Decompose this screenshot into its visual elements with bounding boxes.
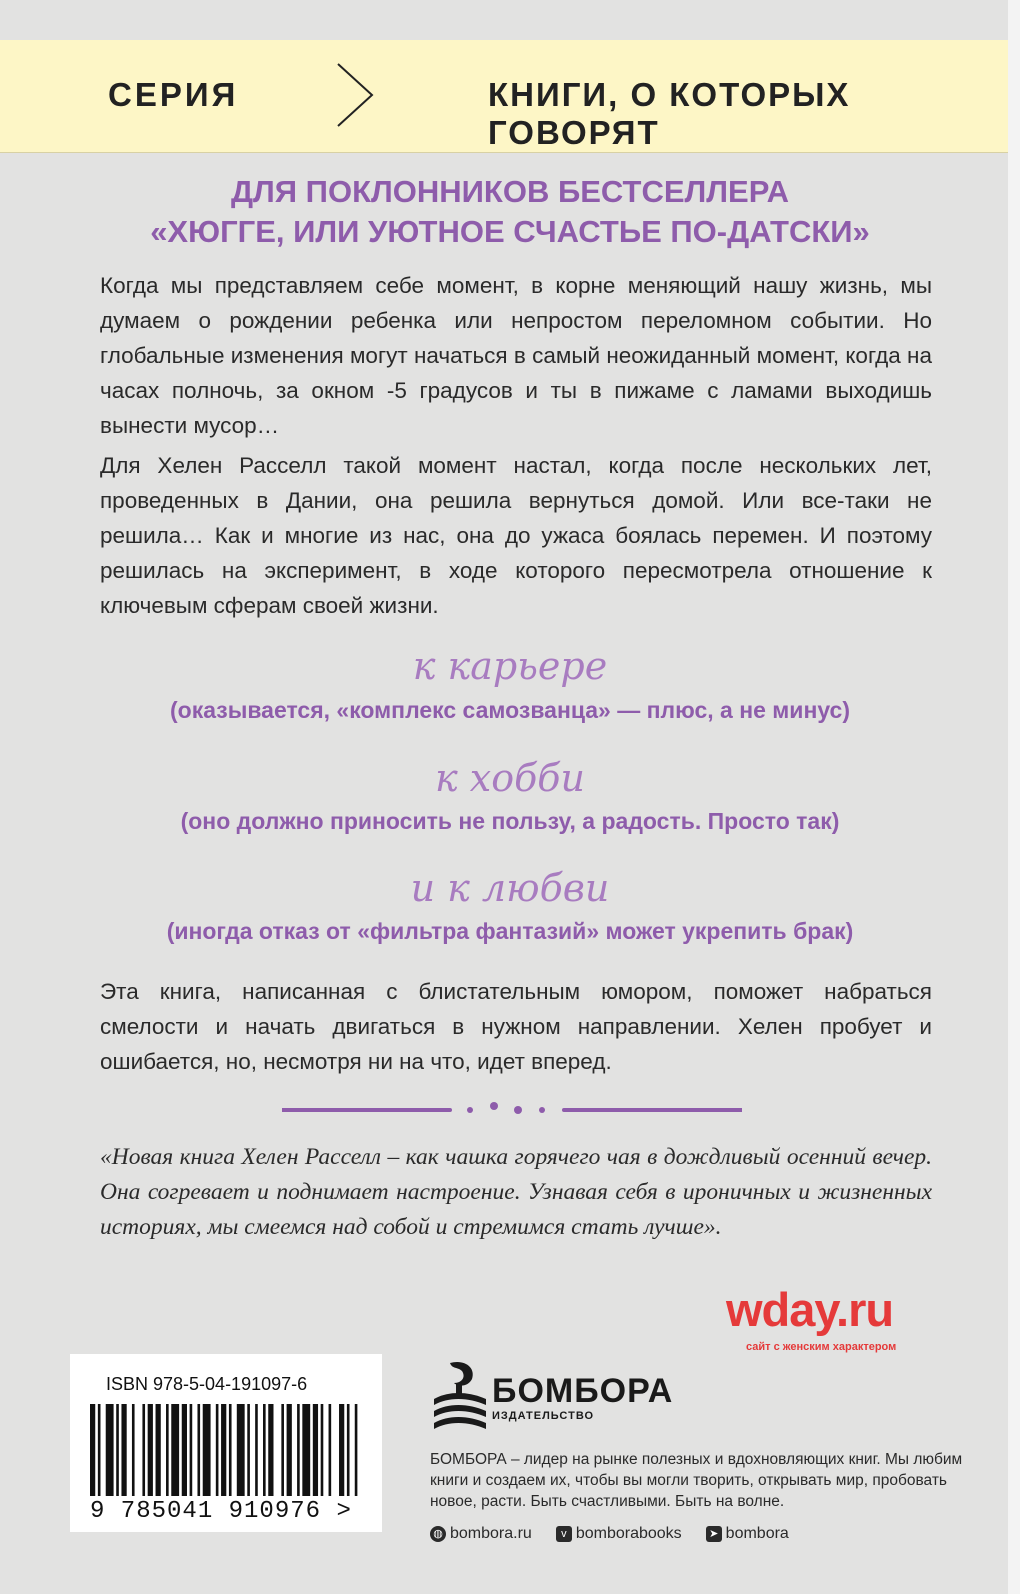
telegram-icon: ➤ [706, 1526, 722, 1542]
sphere-title-hobby: к хобби [435, 756, 585, 800]
social-link-site[interactable]: bombora.ru [450, 1525, 532, 1542]
review-quote: «Новая книга Хелен Расселл – как чашка горячего чая в дождливый осенний вечер. Она согревает и поднимает настроение. Узнавая себя в ироничных и жизненных историях, мы смеемся над собой и стремимся стать лучше». [100, 1144, 932, 1240]
series-name: КНИГИ, О КОТОРЫХ ГОВОРЯТ [488, 76, 851, 151]
social-links [430, 1525, 813, 1543]
barcode [90, 1404, 360, 1496]
ornament-divider [282, 1098, 742, 1122]
paragraph-1: Когда мы представляем себе момент, в корне меняющий нашу жизнь, мы думаем о рождении ребенка или непростом переломном событии. Но глобальные изменения могут начаться в самый неожиданный момент, когда на часах полночь, за окном -5 градусов и ты в пижаме с ламами выходишь вынести мусор… [100, 273, 932, 438]
page-edge [1008, 0, 1020, 1594]
headline-line-1: ДЛЯ ПОКЛОННИКОВ БЕСТСЕЛЛЕРА [230, 174, 790, 209]
isbn-barcode-box [70, 1354, 382, 1532]
publisher-description: БОМБОРА – лидер на рынке полезных и вдохновляющих книг. Мы любим книги и создаем их, чтобы вы могли творить, открывать мир, пробовать новое, расти. Быть счастливыми. Быть на волне. [430, 1451, 963, 1510]
series-banner [0, 40, 1020, 153]
sphere-title-love: и к любви [410, 866, 610, 910]
wday-logo: wday.ru [726, 1283, 894, 1336]
sphere-note-hobby: (оно должно приносить не пользу, а радость. Просто так) [180, 808, 840, 834]
bombora-logo-icon [428, 1357, 498, 1437]
publisher-subtitle: ИЗДАТЕЛЬСТВО [492, 1410, 595, 1422]
closing-paragraph: Эта книга, написанная с блистательным юмором, поможет набраться смелости и начать двигаться в нужном направлении. Хелен пробует и ошибается, но, несмотря ни на что, идет вперед. [100, 979, 932, 1074]
isbn-digits: 9 785041 910976 > [90, 1498, 352, 1525]
chevron-right-icon [330, 60, 380, 130]
social-link-telegram[interactable]: bombora [725, 1525, 789, 1542]
wday-tagline: сайт с женским характером [746, 1341, 897, 1353]
headline-line-2: «ХЮГГЕ, ИЛИ УЮТНОЕ СЧАСТЬЕ ПО-ДАТСКИ» [150, 214, 870, 249]
social-link-vk[interactable]: bomborabooks [575, 1525, 682, 1542]
series-label: СЕРИЯ [108, 76, 239, 113]
paragraph-2: Для Хелен Расселл такой момент настал, когда после нескольких лет, проведенных в Дании, она решила вернуться домой. Или все-таки не решила… Как и многие из нас, она до ужаса боялась перемен. И поэтому решилась на эксперимент, в ходе которого пересмотрела отношение к ключевым сферам своей жизни. [100, 453, 932, 618]
sphere-title-career: к карьере [412, 644, 608, 688]
sphere-note-career: (оказывается, «комплекс самозванца» — плюс, а не минус) [169, 697, 851, 723]
sphere-note-love: (иногда отказ от «фильтра фантазий» может укрепить брак) [166, 918, 854, 944]
publisher-name: БОМБОРА [492, 1372, 674, 1410]
vk-icon: v [556, 1526, 572, 1542]
isbn-label: ISBN 978-5-04-191097-6 [106, 1374, 308, 1394]
globe-icon: ◍ [430, 1526, 446, 1542]
